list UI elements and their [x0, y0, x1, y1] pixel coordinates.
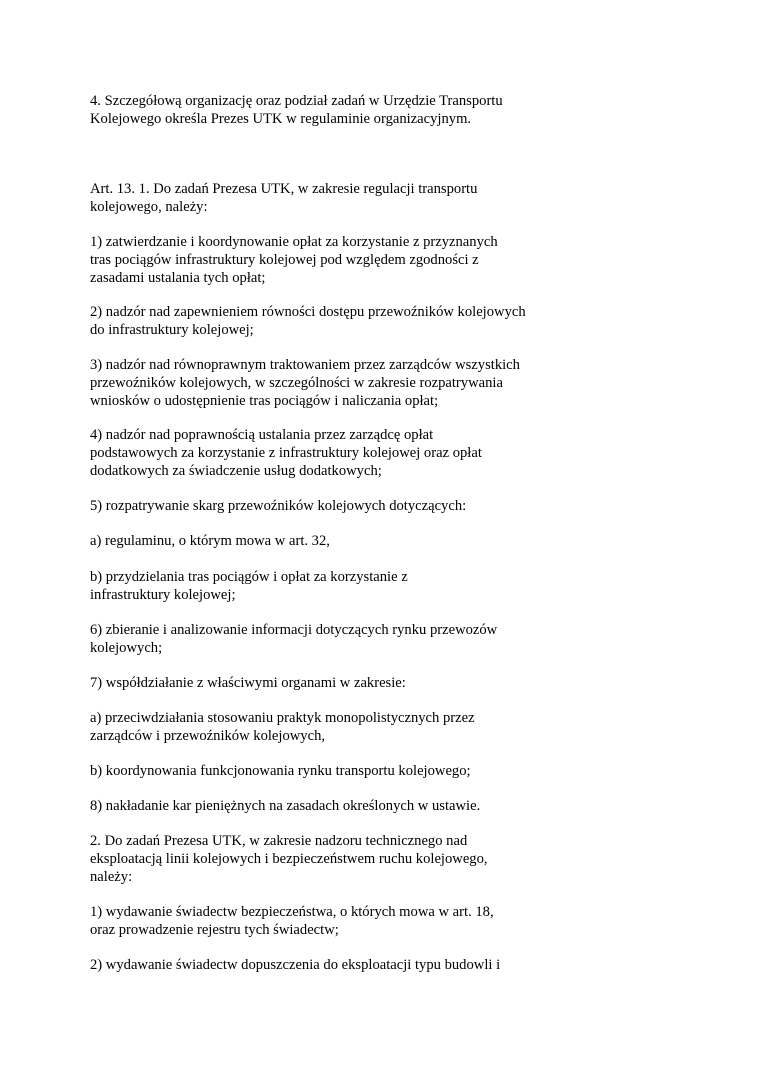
paragraph-item-7-b: b) koordynowania funkcjonowania rynku transportu kolejowego; — [90, 763, 471, 779]
paragraph-item-7: 7) współdziałanie z właściwymi organami w zakresie: — [90, 675, 406, 691]
paragraph-section-2-heading: 2. Do zadań Prezesa UTK, w zakresie nadzoru technicznego nad eksploatacją linii kolejowych i bezpieczeństwem ruchu kolejowego, należy: — [90, 833, 488, 885]
paragraph-art-13-heading: Art. 13. 1. Do zadań Prezesa UTK, w zakresie regulacji transportu kolejowego, należy: — [90, 181, 478, 215]
paragraph-section-2-item-2: 2) wydawanie świadectw dopuszczenia do eksploatacji typu budowli i — [90, 957, 501, 973]
paragraph-item-1: 1) zatwierdzanie i koordynowanie opłat za korzystanie z przyznanych tras pociągów infrastruktury kolejowej pod względem zgodności z zasadami ustalania tych opłat; — [90, 234, 498, 286]
paragraph-item-8: 8) nakładanie kar pieniężnych na zasadach określonych w ustawie. — [90, 798, 481, 814]
paragraph-item-7-a: a) przeciwdziałania stosowaniu praktyk monopolistycznych przez zarządców i przewoźników kolejowych, — [90, 710, 475, 744]
paragraph-item-5: 5) rozpatrywanie skarg przewoźników kolejowych dotyczących: — [90, 498, 467, 514]
paragraph-item-5-b: b) przydzielania tras pociągów i opłat za korzystanie z infrastruktury kolejowej; — [90, 569, 408, 603]
paragraph-item-3: 3) nadzór nad równoprawnym traktowaniem przez zarządców wszystkich przewoźników kolejowych, w szczególności w zakresie rozpatrywania wniosków o udostępnienie tras pociągów i naliczania opłat; — [90, 357, 520, 409]
paragraph-item-5-a: a) regulaminu, o którym mowa w art. 32, — [90, 533, 330, 549]
paragraph-item-2: 2) nadzór nad zapewnieniem równości dostępu przewoźników kolejowych do infrastruktury kolejowej; — [90, 304, 526, 338]
paragraph-item-4: 4) nadzór nad poprawnością ustalania przez zarządcę opłat podstawowych za korzystanie z infrastruktury kolejowej oraz opłat dodatkowych za świadczenie usług dodatkowych; — [90, 427, 482, 479]
paragraph-4-organization: 4. Szczegółową organizację oraz podział zadań w Urzędzie Transportu Kolejowego określa Prezes UTK w regulaminie organizacyjnym. — [90, 93, 503, 127]
paragraph-item-6: 6) zbieranie i analizowanie informacji dotyczących rynku przewozów kolejowych; — [90, 622, 498, 656]
paragraph-section-2-item-1: 1) wydawanie świadectw bezpieczeństwa, o których mowa w art. 18, oraz prowadzenie rejestru tych świadectw; — [90, 904, 494, 938]
